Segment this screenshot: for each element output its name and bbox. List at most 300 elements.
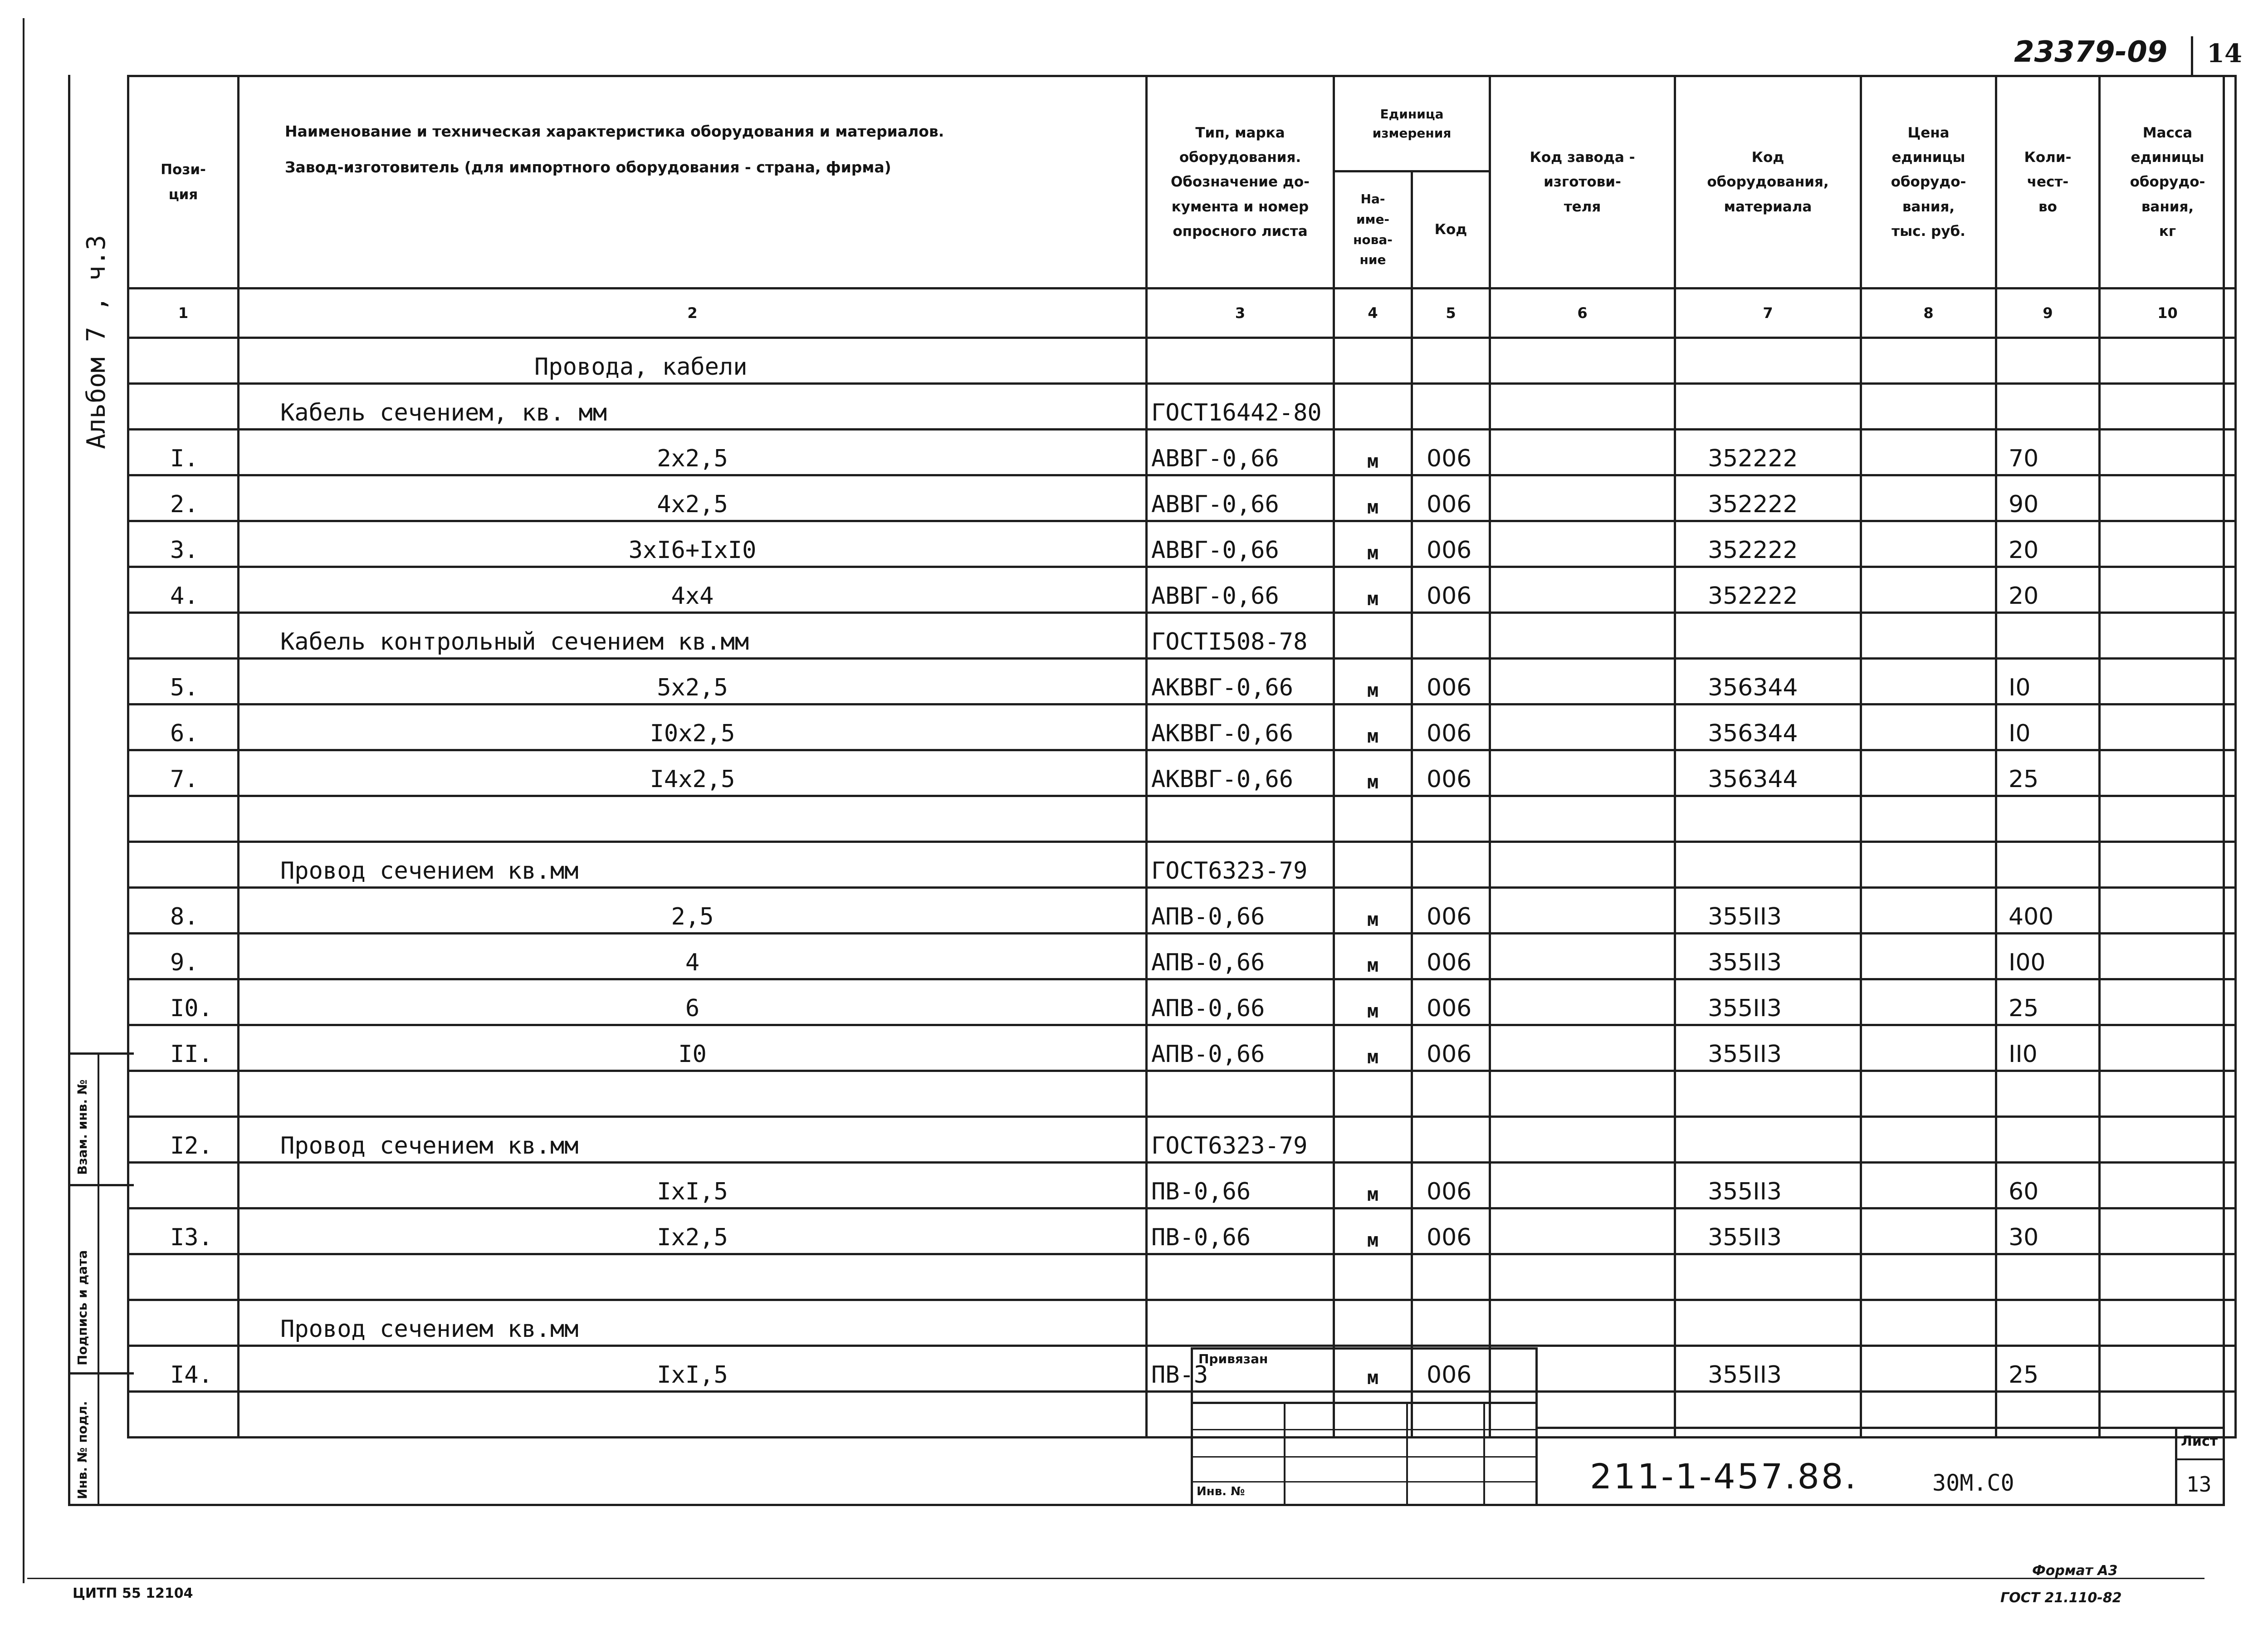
column-number: 4 bbox=[1334, 289, 1412, 338]
position-cell: I2. bbox=[128, 1117, 239, 1163]
plant-code-cell bbox=[1490, 430, 1675, 475]
position-cell: 6. bbox=[128, 704, 239, 750]
tied-stamp-line bbox=[1284, 1402, 1286, 1506]
price-cell bbox=[1861, 1254, 1996, 1300]
quantity-cell: 25 bbox=[1996, 750, 2100, 796]
mass-cell bbox=[2100, 1254, 2236, 1300]
material-code-cell bbox=[1675, 613, 1861, 659]
name-cell: Провод сечением кв.мм bbox=[239, 842, 1147, 888]
price-cell bbox=[1861, 338, 1996, 384]
material-code-cell: 356344 bbox=[1675, 704, 1861, 750]
unit-cell bbox=[1334, 1254, 1412, 1300]
plant-code-cell bbox=[1490, 704, 1675, 750]
position-cell: 4. bbox=[128, 567, 239, 613]
table-row bbox=[128, 384, 2236, 430]
price-cell bbox=[1861, 567, 1996, 613]
mass-cell bbox=[2100, 1071, 2236, 1117]
unit-code-cell: 006 bbox=[1412, 750, 1490, 796]
quantity-cell: 30 bbox=[1996, 1208, 2100, 1254]
quantity-cell: 20 bbox=[1996, 521, 2100, 567]
mass-cell bbox=[2100, 475, 2236, 521]
type-cell: ПВ-0,66 bbox=[1147, 1163, 1334, 1208]
position-cell: 2. bbox=[128, 475, 239, 521]
quantity-cell: 60 bbox=[1996, 1163, 2100, 1208]
price-cell bbox=[1861, 1163, 1996, 1208]
unit-code-cell bbox=[1412, 1117, 1490, 1163]
name-cell: 5х2,5 bbox=[239, 659, 1147, 704]
type-cell: ГОСТ6323-79 bbox=[1147, 842, 1334, 888]
mass-cell bbox=[2100, 430, 2236, 475]
type-cell bbox=[1147, 796, 1334, 842]
name-cell: Iх2,5 bbox=[239, 1208, 1147, 1254]
plant-code-cell bbox=[1490, 1300, 1675, 1346]
side-stamp-divider bbox=[70, 1184, 134, 1186]
position-cell bbox=[128, 796, 239, 842]
specification-table bbox=[127, 75, 2237, 1438]
plant-code-cell bbox=[1490, 338, 1675, 384]
table-row bbox=[128, 842, 2236, 888]
mass-cell bbox=[2100, 659, 2236, 704]
mass-cell bbox=[2100, 338, 2236, 384]
unit-code-cell: 006 bbox=[1412, 704, 1490, 750]
plant-code-cell bbox=[1490, 1254, 1675, 1300]
unit-code-cell bbox=[1412, 842, 1490, 888]
header-plant-code: Код завода - изготови- теля bbox=[1490, 76, 1675, 289]
header-unit: Единица измерения bbox=[1334, 76, 1490, 171]
position-cell: I0. bbox=[128, 979, 239, 1025]
unit-cell bbox=[1334, 796, 1412, 842]
material-code-cell bbox=[1675, 384, 1861, 430]
table-row bbox=[128, 521, 2236, 567]
plant-code-cell bbox=[1490, 934, 1675, 979]
type-cell bbox=[1147, 1254, 1334, 1300]
name-cell: I0 bbox=[239, 1025, 1147, 1071]
unit-cell: м bbox=[1334, 750, 1412, 796]
format-label: Формат А3 bbox=[2032, 1563, 2118, 1579]
tied-stamp-line bbox=[1406, 1402, 1408, 1506]
material-code-cell: 352222 bbox=[1675, 430, 1861, 475]
price-cell bbox=[1861, 796, 1996, 842]
plant-code-cell bbox=[1490, 384, 1675, 430]
mass-cell bbox=[2100, 1163, 2236, 1208]
unit-cell bbox=[1334, 338, 1412, 384]
price-cell bbox=[1861, 1071, 1996, 1117]
name-cell bbox=[239, 796, 1147, 842]
table-row bbox=[128, 1117, 2236, 1163]
header-unit-name: На- име- нова- ние bbox=[1334, 171, 1412, 289]
position-cell bbox=[128, 1254, 239, 1300]
quantity-cell bbox=[1996, 1254, 2100, 1300]
quantity-cell bbox=[1996, 338, 2100, 384]
mass-cell bbox=[2100, 934, 2236, 979]
price-cell bbox=[1861, 659, 1996, 704]
quantity-cell: 70 bbox=[1996, 430, 2100, 475]
position-cell: 8. bbox=[128, 888, 239, 934]
type-cell: АПВ-0,66 bbox=[1147, 1025, 1334, 1071]
quantity-cell: 25 bbox=[1996, 979, 2100, 1025]
plant-code-cell bbox=[1490, 979, 1675, 1025]
position-cell bbox=[128, 1392, 239, 1438]
page-number-divider bbox=[2191, 36, 2193, 75]
material-code-cell bbox=[1675, 842, 1861, 888]
page-number: 14 bbox=[2207, 39, 2242, 68]
price-cell bbox=[1861, 888, 1996, 934]
table-row bbox=[128, 750, 2236, 796]
name-cell: 4 bbox=[239, 934, 1147, 979]
name-cell: I4х2,5 bbox=[239, 750, 1147, 796]
plant-code-cell bbox=[1490, 842, 1675, 888]
sheet-number: 13 bbox=[2186, 1472, 2212, 1497]
inv-label: Инв. № bbox=[1197, 1485, 1245, 1498]
type-cell: АКВВГ-0,66 bbox=[1147, 750, 1334, 796]
table-row bbox=[128, 1071, 2236, 1117]
name-cell: 2х2,5 bbox=[239, 430, 1147, 475]
plant-code-cell bbox=[1490, 888, 1675, 934]
material-code-cell: 352222 bbox=[1675, 567, 1861, 613]
header-price: Цена единицы оборудо- вания, тыс. руб. bbox=[1861, 76, 1996, 289]
side-stamp-divider bbox=[98, 1052, 99, 1504]
quantity-cell: 25 bbox=[1996, 1346, 2100, 1392]
material-code-cell bbox=[1675, 1392, 1861, 1438]
material-code-cell: 356344 bbox=[1675, 659, 1861, 704]
unit-code-cell bbox=[1412, 1254, 1490, 1300]
unit-code-cell bbox=[1412, 1300, 1490, 1346]
mass-cell bbox=[2100, 384, 2236, 430]
quantity-cell: I0 bbox=[1996, 659, 2100, 704]
price-cell bbox=[1861, 613, 1996, 659]
header-type: Тип, марка оборудования. Обозначение до- кумента и номер опросного листа bbox=[1147, 76, 1334, 289]
quantity-cell: 20 bbox=[1996, 567, 2100, 613]
unit-code-cell: 006 bbox=[1412, 888, 1490, 934]
material-code-cell: 355II3 bbox=[1675, 888, 1861, 934]
print-code: ЦИТП 55 12104 bbox=[73, 1585, 193, 1601]
sheet-label: Лист bbox=[2181, 1433, 2218, 1449]
unit-code-cell bbox=[1412, 338, 1490, 384]
table-row bbox=[128, 659, 2236, 704]
title-block-top bbox=[1538, 1427, 2225, 1429]
type-cell: АПВ-0,66 bbox=[1147, 979, 1334, 1025]
name-cell: I0х2,5 bbox=[239, 704, 1147, 750]
name-cell: Провода, кабели bbox=[239, 338, 1147, 384]
header-quantity: Коли- чест- во bbox=[1996, 76, 2100, 289]
material-code-cell: 355II3 bbox=[1675, 1208, 1861, 1254]
material-code-cell bbox=[1675, 1117, 1861, 1163]
mass-cell bbox=[2100, 1392, 2236, 1438]
column-number: 9 bbox=[1996, 289, 2100, 338]
type-cell bbox=[1147, 338, 1334, 384]
unit-cell bbox=[1334, 1117, 1412, 1163]
plant-code-cell bbox=[1490, 1208, 1675, 1254]
price-cell bbox=[1861, 934, 1996, 979]
unit-code-cell: 006 bbox=[1412, 430, 1490, 475]
plant-code-cell bbox=[1490, 567, 1675, 613]
header-position: Пози- ция bbox=[128, 76, 239, 289]
position-cell bbox=[128, 842, 239, 888]
unit-cell: м bbox=[1334, 1163, 1412, 1208]
type-cell: ПВ-0,66 bbox=[1147, 1208, 1334, 1254]
table-row bbox=[128, 888, 2236, 934]
price-cell bbox=[1861, 1025, 1996, 1071]
mass-cell bbox=[2100, 842, 2236, 888]
format-standard: ГОСТ 21.110-82 bbox=[2000, 1590, 2122, 1606]
name-cell: 2,5 bbox=[239, 888, 1147, 934]
price-cell bbox=[1861, 475, 1996, 521]
table-row bbox=[128, 1208, 2236, 1254]
name-cell bbox=[239, 1392, 1147, 1438]
plant-code-cell bbox=[1490, 1163, 1675, 1208]
name-cell: Провод сечением кв.мм bbox=[239, 1300, 1147, 1346]
name-cell: Провод сечением кв.мм bbox=[239, 1117, 1147, 1163]
material-code-cell: 355II3 bbox=[1675, 979, 1861, 1025]
unit-cell: м bbox=[1334, 704, 1412, 750]
column-number: 8 bbox=[1861, 289, 1996, 338]
price-cell bbox=[1861, 750, 1996, 796]
unit-cell: м bbox=[1334, 430, 1412, 475]
mass-cell bbox=[2100, 1208, 2236, 1254]
type-cell: ГОСТ16442-80 bbox=[1147, 384, 1334, 430]
unit-cell: м bbox=[1334, 1208, 1412, 1254]
margin-binding-line bbox=[23, 18, 24, 1583]
side-stamp bbox=[70, 1052, 134, 1504]
column-number: 7 bbox=[1675, 289, 1861, 338]
table-row bbox=[128, 704, 2236, 750]
quantity-cell bbox=[1996, 1071, 2100, 1117]
material-code-cell: 355II3 bbox=[1675, 934, 1861, 979]
position-cell: I. bbox=[128, 430, 239, 475]
tied-stamp-line bbox=[1193, 1456, 1538, 1458]
tied-stamp bbox=[1191, 1347, 1538, 1504]
material-code-cell: 352222 bbox=[1675, 475, 1861, 521]
name-cell: Кабель сечением, кв. мм bbox=[239, 384, 1147, 430]
unit-cell: м bbox=[1334, 934, 1412, 979]
document-mark: 30М.С0 bbox=[1932, 1470, 2014, 1496]
plant-code-cell bbox=[1490, 659, 1675, 704]
mass-cell bbox=[2100, 796, 2236, 842]
table-row bbox=[128, 1163, 2236, 1208]
material-code-cell bbox=[1675, 1300, 1861, 1346]
type-cell: ГОСТ6323-79 bbox=[1147, 1117, 1334, 1163]
name-cell bbox=[239, 1071, 1147, 1117]
document-code: 211-1-457.88. bbox=[1590, 1456, 1858, 1497]
header-unit-code: Код bbox=[1412, 171, 1490, 289]
sheet-cell-divider bbox=[2175, 1458, 2225, 1460]
name-cell: IхI,5 bbox=[239, 1346, 1147, 1392]
table-row bbox=[128, 979, 2236, 1025]
tied-stamp-line bbox=[1193, 1402, 1538, 1404]
unit-code-cell bbox=[1412, 384, 1490, 430]
unit-cell bbox=[1334, 613, 1412, 659]
unit-code-cell: 006 bbox=[1412, 567, 1490, 613]
quantity-cell bbox=[1996, 1392, 2100, 1438]
quantity-cell bbox=[1996, 613, 2100, 659]
position-cell: 3. bbox=[128, 521, 239, 567]
price-cell bbox=[1861, 384, 1996, 430]
table-row bbox=[128, 1300, 2236, 1346]
unit-cell bbox=[1334, 384, 1412, 430]
position-cell: II. bbox=[128, 1025, 239, 1071]
position-cell: 7. bbox=[128, 750, 239, 796]
quantity-cell bbox=[1996, 1300, 2100, 1346]
unit-code-cell: 006 bbox=[1412, 1208, 1490, 1254]
position-cell: I4. bbox=[128, 1346, 239, 1392]
tied-label: Привязан bbox=[1198, 1351, 1268, 1366]
price-cell bbox=[1861, 521, 1996, 567]
type-cell: АВВГ-0,66 bbox=[1147, 430, 1334, 475]
plant-code-cell bbox=[1490, 796, 1675, 842]
type-cell: АПВ-0,66 bbox=[1147, 888, 1334, 934]
table-row bbox=[128, 934, 2236, 979]
type-cell: АКВВГ-0,66 bbox=[1147, 659, 1334, 704]
quantity-cell bbox=[1996, 842, 2100, 888]
header-name: Наименование и техническая характеристика оборудования и материалов. Завод-изготовитель (для импортного оборудования - страна, фирма) bbox=[239, 76, 1147, 289]
mass-cell bbox=[2100, 1346, 2236, 1392]
type-cell: ПВ-3 bbox=[1147, 1346, 1334, 1392]
name-cell: 3хI6+IхI0 bbox=[239, 521, 1147, 567]
name-cell: 4х2,5 bbox=[239, 475, 1147, 521]
position-cell bbox=[128, 1300, 239, 1346]
tied-stamp-line bbox=[1483, 1402, 1485, 1506]
table-row bbox=[128, 475, 2236, 521]
material-code-cell bbox=[1675, 1071, 1861, 1117]
table-row bbox=[128, 1025, 2236, 1071]
price-cell bbox=[1861, 1208, 1996, 1254]
table-row bbox=[128, 1346, 2236, 1392]
quantity-cell bbox=[1996, 1117, 2100, 1163]
column-number: 1 bbox=[128, 289, 239, 338]
plant-code-cell bbox=[1490, 1117, 1675, 1163]
unit-code-cell: 006 bbox=[1412, 475, 1490, 521]
unit-cell: м bbox=[1334, 979, 1412, 1025]
unit-code-cell: 006 bbox=[1412, 521, 1490, 567]
material-code-cell: 355II3 bbox=[1675, 1346, 1861, 1392]
unit-cell: м bbox=[1334, 1346, 1412, 1392]
unit-cell: м bbox=[1334, 475, 1412, 521]
mass-cell bbox=[2100, 613, 2236, 659]
page-bottom-line bbox=[27, 1578, 2204, 1579]
price-cell bbox=[1861, 704, 1996, 750]
name-cell: IхI,5 bbox=[239, 1163, 1147, 1208]
type-cell: АВВГ-0,66 bbox=[1147, 475, 1334, 521]
column-number: 2 bbox=[239, 289, 1147, 338]
unit-cell bbox=[1334, 1300, 1412, 1346]
name-cell: 6 bbox=[239, 979, 1147, 1025]
price-cell bbox=[1861, 1392, 1996, 1438]
side-stamp-signature-date: Подпись и дата bbox=[75, 1250, 90, 1365]
tied-stamp-line bbox=[1193, 1429, 1538, 1430]
table-row bbox=[128, 796, 2236, 842]
unit-code-cell: 006 bbox=[1412, 659, 1490, 704]
material-code-cell: 356344 bbox=[1675, 750, 1861, 796]
type-cell bbox=[1147, 1071, 1334, 1117]
mass-cell bbox=[2100, 567, 2236, 613]
unit-code-cell: 006 bbox=[1412, 934, 1490, 979]
column-number: 6 bbox=[1490, 289, 1675, 338]
quantity-cell: I00 bbox=[1996, 934, 2100, 979]
type-cell: АВВГ-0,66 bbox=[1147, 567, 1334, 613]
type-cell: АКВВГ-0,66 bbox=[1147, 704, 1334, 750]
unit-code-cell: 006 bbox=[1412, 1163, 1490, 1208]
price-cell bbox=[1861, 1117, 1996, 1163]
quantity-cell: 90 bbox=[1996, 475, 2100, 521]
table-row bbox=[128, 1254, 2236, 1300]
unit-cell: м bbox=[1334, 567, 1412, 613]
position-cell bbox=[128, 613, 239, 659]
table-row bbox=[128, 338, 2236, 384]
type-cell: АВВГ-0,66 bbox=[1147, 521, 1334, 567]
column-number: 5 bbox=[1412, 289, 1490, 338]
type-cell bbox=[1147, 1300, 1334, 1346]
column-number: 10 bbox=[2100, 289, 2236, 338]
mass-cell bbox=[2100, 1025, 2236, 1071]
unit-cell: м bbox=[1334, 521, 1412, 567]
unit-code-cell bbox=[1412, 1071, 1490, 1117]
plant-code-cell bbox=[1490, 613, 1675, 659]
price-cell bbox=[1861, 1300, 1996, 1346]
quantity-cell bbox=[1996, 384, 2100, 430]
side-stamp-divider bbox=[70, 1372, 134, 1375]
quantity-cell: I0 bbox=[1996, 704, 2100, 750]
mass-cell bbox=[2100, 1117, 2236, 1163]
position-cell bbox=[128, 1163, 239, 1208]
header-material-code: Код оборудования, материала bbox=[1675, 76, 1861, 289]
quantity-cell bbox=[1996, 796, 2100, 842]
plant-code-cell bbox=[1490, 521, 1675, 567]
type-cell: АПВ-0,66 bbox=[1147, 934, 1334, 979]
unit-code-cell: 006 bbox=[1412, 1346, 1490, 1392]
unit-cell: м bbox=[1334, 888, 1412, 934]
unit-cell bbox=[1334, 1071, 1412, 1117]
mass-cell bbox=[2100, 521, 2236, 567]
mass-cell bbox=[2100, 1300, 2236, 1346]
material-code-cell: 355II3 bbox=[1675, 1163, 1861, 1208]
mass-cell bbox=[2100, 704, 2236, 750]
position-cell: I3. bbox=[128, 1208, 239, 1254]
column-number: 3 bbox=[1147, 289, 1334, 338]
position-cell: 5. bbox=[128, 659, 239, 704]
price-cell bbox=[1861, 979, 1996, 1025]
quantity-cell: II0 bbox=[1996, 1025, 2100, 1071]
unit-cell: м bbox=[1334, 1025, 1412, 1071]
name-cell bbox=[239, 1254, 1147, 1300]
table-row bbox=[128, 613, 2236, 659]
material-code-cell bbox=[1675, 1254, 1861, 1300]
plant-code-cell bbox=[1490, 750, 1675, 796]
side-stamp-inv-original: Инв. № подл. bbox=[75, 1401, 90, 1499]
side-stamp-replace-inv: Взам. инв. № bbox=[75, 1079, 90, 1175]
price-cell bbox=[1861, 842, 1996, 888]
unit-cell: м bbox=[1334, 659, 1412, 704]
position-cell: 9. bbox=[128, 934, 239, 979]
unit-code-cell: 006 bbox=[1412, 1025, 1490, 1071]
document-top-number: 23379-09 bbox=[2014, 35, 2168, 69]
unit-code-cell: 006 bbox=[1412, 979, 1490, 1025]
mass-cell bbox=[2100, 750, 2236, 796]
position-cell bbox=[128, 384, 239, 430]
plant-code-cell bbox=[1490, 475, 1675, 521]
sheet-cell-left bbox=[2175, 1429, 2177, 1506]
material-code-cell bbox=[1675, 338, 1861, 384]
material-code-cell: 355II3 bbox=[1675, 1025, 1861, 1071]
name-cell: 4х4 bbox=[239, 567, 1147, 613]
mass-cell bbox=[2100, 888, 2236, 934]
unit-cell bbox=[1334, 842, 1412, 888]
table-row bbox=[128, 567, 2236, 613]
side-stamp-divider bbox=[70, 1052, 134, 1055]
type-cell: ГОСТI508-78 bbox=[1147, 613, 1334, 659]
quantity-cell: 400 bbox=[1996, 888, 2100, 934]
plant-code-cell bbox=[1490, 1071, 1675, 1117]
tied-stamp-line bbox=[1193, 1481, 1538, 1482]
